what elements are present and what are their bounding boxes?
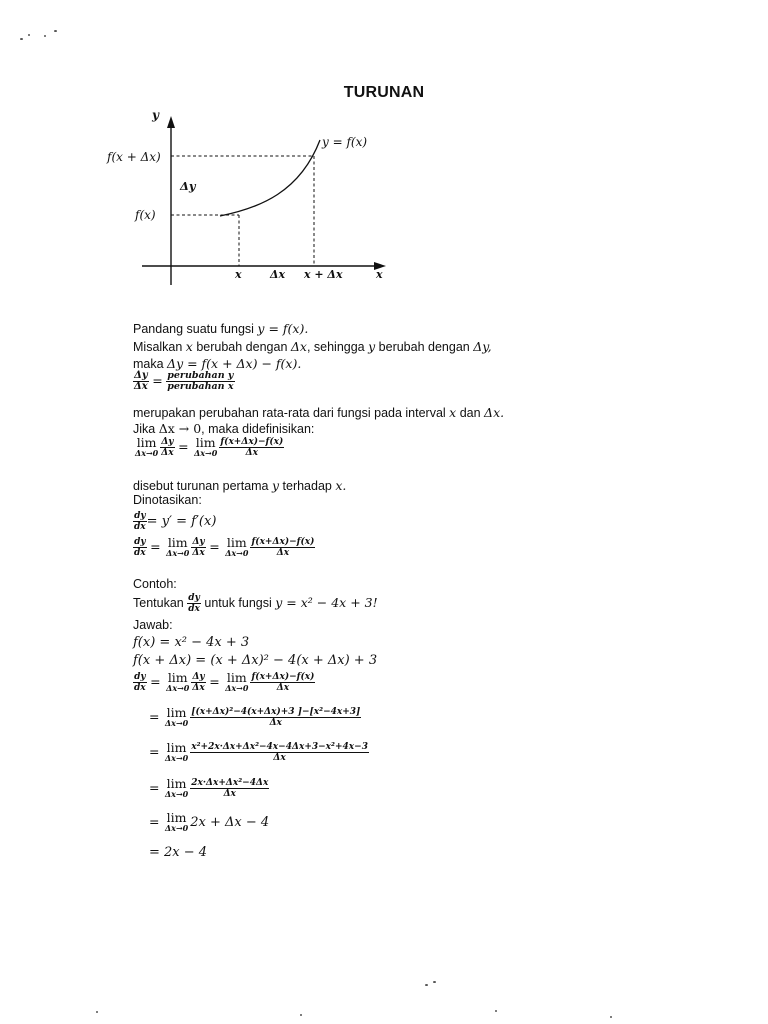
label-fxdx: f(x + Δx) — [107, 150, 161, 164]
line-tentukan: Tentukan $\frac{dy}{dx}$ untuk fungsi y = x² − 4x + 3! — [133, 593, 378, 614]
curve — [220, 140, 320, 216]
notation-1: $\frac{dy}{dx}$ = y′ = f′(x) — [134, 511, 217, 532]
notation-2: $\frac{dy}{dx}$ = lim Δx→0 $\frac{\Delta y}{\Delta x}$ = lim Δx→0 $\frac{f(x+\Delta x)-f(x)}{\Delta x}$ — [134, 535, 315, 558]
label-fx: f(x) — [135, 208, 156, 222]
y-axis — [167, 116, 175, 285]
y-axis-label: y — [152, 108, 159, 122]
step-8: = 2x − 4 — [149, 845, 208, 860]
label-curve: y = f(x) — [322, 135, 368, 149]
formula-rate: $\frac{\Delta y}{\Delta x}$ = $\frac{\text{perubahan y}}{\text{perubahan x}}$ — [134, 370, 234, 392]
formula-definition: lim Δx→0 $\frac{\Delta y}{\Delta x}$ = lim Δx→0 $\frac{f(x+\Delta x)-f(x)}{\Delta x}$ — [135, 435, 284, 458]
heading-jawab: Jawab: — [133, 618, 173, 632]
scan-speck — [54, 30, 57, 32]
step-2: f(x + Δx) = (x + Δx)² − 4(x + Δx) + 3 — [133, 653, 378, 668]
scan-speck — [96, 1011, 98, 1013]
scan-speck — [28, 34, 30, 36]
step-1: f(x) = x² − 4x + 3 — [133, 635, 250, 650]
step-3: $\frac{dy}{dx}$ = lim Δx→0 $\frac{\Delta y}{\Delta x}$ = lim Δx→0 $\frac{f(x+\Delta x)-f(x)}{\Delta x}$ — [134, 670, 315, 693]
line-jika: Jika Δx → 0, maka didefinisikan: — [133, 421, 315, 436]
x-axis — [142, 262, 386, 270]
page-title: TURUNAN — [343, 84, 425, 101]
line-pandang: Pandang suatu fungsi y = f(x). — [133, 321, 309, 336]
scan-speck — [425, 984, 428, 986]
tick-dx: Δx — [270, 268, 286, 281]
step-5: = lim Δx→0 $\frac{\text{x²+2x·Δx+Δx²−4x−4Δx+3−x²+4x−3}}{\Delta x}$ — [149, 740, 368, 763]
scan-speck — [20, 38, 23, 40]
line-merupakan: merupakan perubahan rata-rata dari fungsi pada interval x dan Δx. — [133, 405, 505, 420]
tick-xdx: x + Δx — [304, 268, 343, 281]
step-4: = lim Δx→0 $\frac{\text{[(x+Δx)²−4(x+Δx)+3 ]−[x²−4x+3]}}{\Delta x}$ — [149, 705, 361, 728]
label-dy: Δy — [180, 179, 196, 193]
scan-speck — [495, 1010, 497, 1012]
line-dinotasikan: Dinotasikan: — [133, 493, 202, 507]
function-graph — [100, 100, 400, 290]
scan-speck — [433, 981, 436, 983]
step-6: = lim Δx→0 $\frac{\text{2x·Δx+Δx²−4Δx}}{\Delta x}$ — [149, 776, 269, 799]
line-disebut: disebut turunan pertama y terhadap x. — [133, 478, 347, 493]
step-7: = lim Δx→0 2x + Δx − 4 — [149, 810, 270, 833]
scan-speck — [300, 1014, 302, 1016]
x-axis-label: x — [376, 268, 383, 281]
tick-x: x — [235, 268, 242, 281]
scan-speck — [44, 35, 46, 37]
heading-contoh: Contoh: — [133, 577, 177, 591]
line-misalkan: Misalkan x berubah dengan Δx, sehingga y berubah dengan Δy, — [133, 339, 492, 354]
line-maka: maka Δy = f(x + Δx) − f(x). — [133, 356, 302, 371]
scan-speck — [610, 1016, 612, 1018]
